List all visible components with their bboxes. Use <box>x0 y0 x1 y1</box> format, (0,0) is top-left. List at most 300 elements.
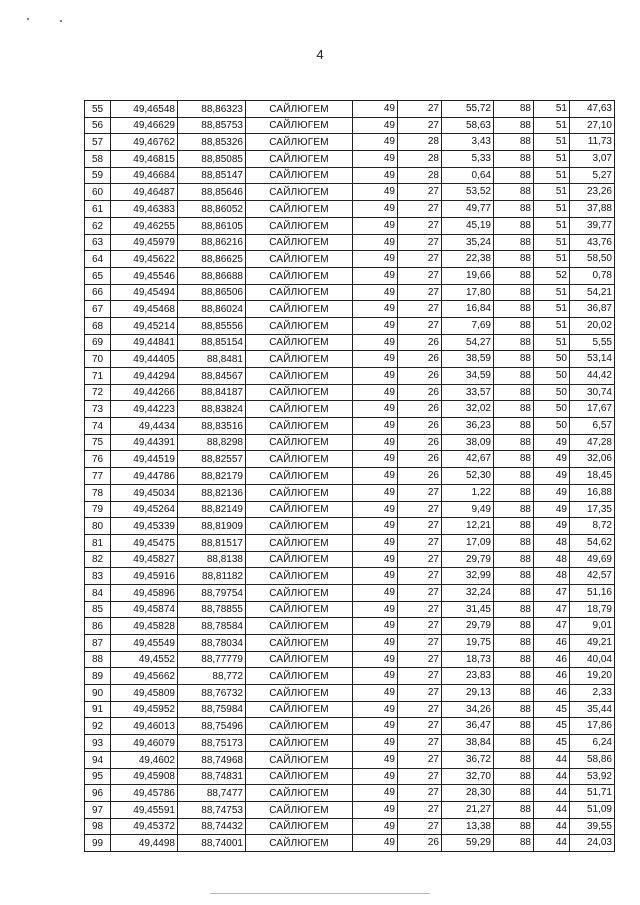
longitude-decimal-cell: 88,85326 <box>178 134 246 151</box>
latitude-seconds-cell: 45,19 <box>442 217 494 234</box>
latitude-minutes-cell: 26 <box>398 401 442 418</box>
latitude-degrees-cell: 49 <box>353 601 398 618</box>
longitude-decimal-cell: 88,81517 <box>178 534 246 551</box>
latitude-degrees-cell: 49 <box>353 201 398 218</box>
table-row <box>85 668 615 685</box>
longitude-degrees-cell: 88 <box>494 117 534 134</box>
row-index-cell: 95 <box>85 768 111 785</box>
latitude-minutes-cell: 27 <box>398 251 442 268</box>
place-name-cell: САЙЛЮГЕМ <box>246 635 353 652</box>
longitude-decimal-cell: 88,83516 <box>178 418 246 435</box>
longitude-seconds-cell: 47,28 <box>570 434 615 451</box>
latitude-degrees-cell: 49 <box>353 468 398 485</box>
longitude-decimal-cell: 88,86024 <box>178 301 246 318</box>
longitude-seconds-cell: 36,87 <box>570 301 615 318</box>
longitude-seconds-cell: 51,71 <box>570 785 615 802</box>
longitude-seconds-cell: 6,57 <box>570 418 615 435</box>
place-name-cell: САЙЛЮГЕМ <box>246 217 353 234</box>
latitude-degrees-cell: 49 <box>353 584 398 601</box>
latitude-degrees-cell: 49 <box>353 785 398 802</box>
latitude-degrees-cell: 49 <box>353 434 398 451</box>
row-index-cell: 82 <box>85 551 111 568</box>
place-name-cell: САЙЛЮГЕМ <box>246 651 353 668</box>
row-index-cell: 79 <box>85 501 111 518</box>
row-index-cell: 77 <box>85 468 111 485</box>
latitude-seconds-cell: 17,80 <box>442 284 494 301</box>
row-index-cell: 97 <box>85 801 111 818</box>
longitude-degrees-cell: 88 <box>494 518 534 535</box>
latitude-seconds-cell: 58,63 <box>442 117 494 134</box>
longitude-minutes-cell: 44 <box>534 818 570 835</box>
longitude-degrees-cell: 88 <box>494 735 534 752</box>
coordinates-table-body <box>85 101 615 852</box>
longitude-decimal-cell: 88,75984 <box>178 701 246 718</box>
table-row <box>85 501 615 518</box>
latitude-decimal-cell: 49,45214 <box>111 317 178 334</box>
longitude-seconds-cell: 16,88 <box>570 484 615 501</box>
latitude-degrees-cell: 49 <box>353 234 398 251</box>
table-row <box>85 234 615 251</box>
longitude-seconds-cell: 58,50 <box>570 251 615 268</box>
longitude-decimal-cell: 88,78855 <box>178 601 246 618</box>
latitude-seconds-cell: 59,29 <box>442 835 494 852</box>
latitude-seconds-cell: 52,30 <box>442 468 494 485</box>
latitude-decimal-cell: 49,45494 <box>111 284 178 301</box>
table-row <box>85 601 615 618</box>
longitude-decimal-cell: 88,83824 <box>178 401 246 418</box>
row-index-cell: 67 <box>85 301 111 318</box>
longitude-minutes-cell: 44 <box>534 768 570 785</box>
latitude-degrees-cell: 49 <box>353 668 398 685</box>
table-row <box>85 835 615 852</box>
place-name-cell: САЙЛЮГЕМ <box>246 718 353 735</box>
place-name-cell: САЙЛЮГЕМ <box>246 668 353 685</box>
latitude-degrees-cell: 49 <box>353 451 398 468</box>
longitude-decimal-cell: 88,74432 <box>178 818 246 835</box>
latitude-decimal-cell: 49,44294 <box>111 368 178 385</box>
row-index-cell: 71 <box>85 368 111 385</box>
latitude-degrees-cell: 49 <box>353 418 398 435</box>
table-row <box>85 551 615 568</box>
longitude-degrees-cell: 88 <box>494 668 534 685</box>
latitude-seconds-cell: 32,02 <box>442 401 494 418</box>
longitude-decimal-cell: 88,74001 <box>178 835 246 852</box>
latitude-minutes-cell: 27 <box>398 101 442 118</box>
place-name-cell: САЙЛЮГЕМ <box>246 351 353 368</box>
longitude-seconds-cell: 17,86 <box>570 718 615 735</box>
latitude-minutes-cell: 27 <box>398 751 442 768</box>
longitude-minutes-cell: 48 <box>534 551 570 568</box>
latitude-decimal-cell: 49,45828 <box>111 618 178 635</box>
longitude-degrees-cell: 88 <box>494 301 534 318</box>
longitude-minutes-cell: 45 <box>534 735 570 752</box>
latitude-minutes-cell: 27 <box>398 267 442 284</box>
latitude-minutes-cell: 27 <box>398 818 442 835</box>
latitude-degrees-cell: 49 <box>353 551 398 568</box>
table-row <box>85 101 615 118</box>
longitude-minutes-cell: 50 <box>534 384 570 401</box>
latitude-minutes-cell: 27 <box>398 484 442 501</box>
table-row <box>85 217 615 234</box>
latitude-decimal-cell: 49,45264 <box>111 501 178 518</box>
longitude-degrees-cell: 88 <box>494 651 534 668</box>
latitude-degrees-cell: 49 <box>353 251 398 268</box>
latitude-decimal-cell: 49,45916 <box>111 568 178 585</box>
place-name-cell: САЙЛЮГЕМ <box>246 501 353 518</box>
longitude-seconds-cell: 40,04 <box>570 651 615 668</box>
longitude-decimal-cell: 88,7477 <box>178 785 246 802</box>
latitude-seconds-cell: 1,22 <box>442 484 494 501</box>
longitude-decimal-cell: 88,82557 <box>178 451 246 468</box>
longitude-seconds-cell: 30,74 <box>570 384 615 401</box>
longitude-decimal-cell: 88,82149 <box>178 501 246 518</box>
place-name-cell: САЙЛЮГЕМ <box>246 267 353 284</box>
place-name-cell: САЙЛЮГЕМ <box>246 768 353 785</box>
table-row <box>85 267 615 284</box>
longitude-seconds-cell: 49,69 <box>570 551 615 568</box>
longitude-minutes-cell: 48 <box>534 534 570 551</box>
longitude-decimal-cell: 88,8298 <box>178 434 246 451</box>
latitude-minutes-cell: 28 <box>398 151 442 168</box>
table-row <box>85 334 615 351</box>
latitude-degrees-cell: 49 <box>353 134 398 151</box>
longitude-minutes-cell: 49 <box>534 501 570 518</box>
table-row <box>85 117 615 134</box>
longitude-minutes-cell: 52 <box>534 267 570 284</box>
longitude-decimal-cell: 88,85556 <box>178 317 246 334</box>
latitude-decimal-cell: 49,44841 <box>111 334 178 351</box>
latitude-minutes-cell: 27 <box>398 635 442 652</box>
latitude-seconds-cell: 3,43 <box>442 134 494 151</box>
longitude-decimal-cell: 88,74831 <box>178 768 246 785</box>
latitude-minutes-cell: 26 <box>398 451 442 468</box>
longitude-minutes-cell: 51 <box>534 317 570 334</box>
latitude-degrees-cell: 49 <box>353 818 398 835</box>
latitude-decimal-cell: 49,4602 <box>111 751 178 768</box>
longitude-degrees-cell: 88 <box>494 701 534 718</box>
table-row <box>85 685 615 702</box>
longitude-seconds-cell: 3,07 <box>570 151 615 168</box>
latitude-seconds-cell: 32,24 <box>442 584 494 601</box>
latitude-seconds-cell: 38,84 <box>442 735 494 752</box>
place-name-cell: САЙЛЮГЕМ <box>246 835 353 852</box>
latitude-degrees-cell: 49 <box>353 317 398 334</box>
table-row <box>85 785 615 802</box>
longitude-decimal-cell: 88,78034 <box>178 635 246 652</box>
row-index-cell: 87 <box>85 635 111 652</box>
table-row <box>85 384 615 401</box>
longitude-seconds-cell: 17,35 <box>570 501 615 518</box>
longitude-seconds-cell: 54,21 <box>570 284 615 301</box>
place-name-cell: САЙЛЮГЕМ <box>246 384 353 401</box>
longitude-decimal-cell: 88,86323 <box>178 101 246 118</box>
latitude-decimal-cell: 49,46815 <box>111 151 178 168</box>
latitude-decimal-cell: 49,45979 <box>111 234 178 251</box>
latitude-seconds-cell: 34,26 <box>442 701 494 718</box>
longitude-seconds-cell: 20,02 <box>570 317 615 334</box>
page-number: 4 <box>316 47 324 62</box>
longitude-decimal-cell: 88,8138 <box>178 551 246 568</box>
latitude-degrees-cell: 49 <box>353 267 398 284</box>
latitude-seconds-cell: 38,09 <box>442 434 494 451</box>
table-row <box>85 818 615 835</box>
latitude-decimal-cell: 49,45549 <box>111 635 178 652</box>
longitude-degrees-cell: 88 <box>494 584 534 601</box>
longitude-minutes-cell: 51 <box>534 151 570 168</box>
longitude-minutes-cell: 49 <box>534 451 570 468</box>
longitude-seconds-cell: 5,27 <box>570 167 615 184</box>
place-name-cell: САЙЛЮГЕМ <box>246 818 353 835</box>
longitude-seconds-cell: 2,33 <box>570 685 615 702</box>
row-index-cell: 72 <box>85 384 111 401</box>
row-index-cell: 76 <box>85 451 111 468</box>
row-index-cell: 80 <box>85 518 111 535</box>
longitude-seconds-cell: 8,72 <box>570 518 615 535</box>
longitude-seconds-cell: 53,92 <box>570 768 615 785</box>
table-row <box>85 317 615 334</box>
latitude-degrees-cell: 49 <box>353 101 398 118</box>
latitude-seconds-cell: 29,13 <box>442 685 494 702</box>
row-index-cell: 70 <box>85 351 111 368</box>
row-index-cell: 90 <box>85 685 111 702</box>
latitude-seconds-cell: 36,47 <box>442 718 494 735</box>
row-index-cell: 96 <box>85 785 111 802</box>
place-name-cell: САЙЛЮГЕМ <box>246 284 353 301</box>
latitude-decimal-cell: 49,45034 <box>111 484 178 501</box>
longitude-minutes-cell: 51 <box>534 201 570 218</box>
longitude-degrees-cell: 88 <box>494 167 534 184</box>
latitude-degrees-cell: 49 <box>353 301 398 318</box>
longitude-seconds-cell: 23,26 <box>570 184 615 201</box>
place-name-cell: САЙЛЮГЕМ <box>246 518 353 535</box>
longitude-seconds-cell: 58,86 <box>570 751 615 768</box>
longitude-degrees-cell: 88 <box>494 217 534 234</box>
table-row <box>85 468 615 485</box>
longitude-degrees-cell: 88 <box>494 368 534 385</box>
longitude-seconds-cell: 53,14 <box>570 351 615 368</box>
latitude-decimal-cell: 49,46629 <box>111 117 178 134</box>
longitude-degrees-cell: 88 <box>494 451 534 468</box>
latitude-decimal-cell: 49,45809 <box>111 685 178 702</box>
longitude-decimal-cell: 88,82179 <box>178 468 246 485</box>
latitude-degrees-cell: 49 <box>353 184 398 201</box>
longitude-decimal-cell: 88,86105 <box>178 217 246 234</box>
table-row <box>85 801 615 818</box>
longitude-seconds-cell: 0,78 <box>570 267 615 284</box>
row-index-cell: 83 <box>85 568 111 585</box>
longitude-minutes-cell: 51 <box>534 251 570 268</box>
longitude-seconds-cell: 19,20 <box>570 668 615 685</box>
row-index-cell: 93 <box>85 735 111 752</box>
latitude-seconds-cell: 0,64 <box>442 167 494 184</box>
latitude-degrees-cell: 49 <box>353 117 398 134</box>
longitude-degrees-cell: 88 <box>494 101 534 118</box>
longitude-decimal-cell: 88,85154 <box>178 334 246 351</box>
table-row <box>85 418 615 435</box>
row-index-cell: 91 <box>85 701 111 718</box>
longitude-degrees-cell: 88 <box>494 768 534 785</box>
longitude-decimal-cell: 88,79754 <box>178 584 246 601</box>
longitude-decimal-cell: 88,81909 <box>178 518 246 535</box>
latitude-seconds-cell: 35,24 <box>442 234 494 251</box>
latitude-seconds-cell: 55,72 <box>442 101 494 118</box>
latitude-minutes-cell: 27 <box>398 685 442 702</box>
longitude-degrees-cell: 88 <box>494 618 534 635</box>
latitude-decimal-cell: 49,44405 <box>111 351 178 368</box>
table-row <box>85 134 615 151</box>
latitude-seconds-cell: 29,79 <box>442 618 494 635</box>
longitude-degrees-cell: 88 <box>494 635 534 652</box>
latitude-degrees-cell: 49 <box>353 401 398 418</box>
row-index-cell: 73 <box>85 401 111 418</box>
latitude-decimal-cell: 49,4498 <box>111 835 178 852</box>
latitude-degrees-cell: 49 <box>353 151 398 168</box>
place-name-cell: САЙЛЮГЕМ <box>246 117 353 134</box>
place-name-cell: САЙЛЮГЕМ <box>246 317 353 334</box>
latitude-seconds-cell: 5,33 <box>442 151 494 168</box>
latitude-seconds-cell: 12,21 <box>442 518 494 535</box>
longitude-decimal-cell: 88,8481 <box>178 351 246 368</box>
coordinates-table <box>84 100 615 852</box>
latitude-seconds-cell: 34,59 <box>442 368 494 385</box>
latitude-minutes-cell: 27 <box>398 801 442 818</box>
longitude-decimal-cell: 88,86052 <box>178 201 246 218</box>
longitude-seconds-cell: 44,42 <box>570 368 615 385</box>
longitude-seconds-cell: 39,55 <box>570 818 615 835</box>
latitude-decimal-cell: 49,44786 <box>111 468 178 485</box>
latitude-seconds-cell: 19,66 <box>442 267 494 284</box>
longitude-minutes-cell: 51 <box>534 117 570 134</box>
table-row <box>85 201 615 218</box>
longitude-seconds-cell: 51,16 <box>570 584 615 601</box>
table-row <box>85 284 615 301</box>
latitude-minutes-cell: 26 <box>398 418 442 435</box>
latitude-decimal-cell: 49,45662 <box>111 668 178 685</box>
latitude-decimal-cell: 49,45475 <box>111 534 178 551</box>
longitude-minutes-cell: 49 <box>534 518 570 535</box>
latitude-decimal-cell: 49,45952 <box>111 701 178 718</box>
longitude-seconds-cell: 39,77 <box>570 217 615 234</box>
latitude-minutes-cell: 26 <box>398 835 442 852</box>
longitude-minutes-cell: 50 <box>534 401 570 418</box>
table-row <box>85 534 615 551</box>
longitude-minutes-cell: 46 <box>534 651 570 668</box>
longitude-degrees-cell: 88 <box>494 801 534 818</box>
row-index-cell: 85 <box>85 601 111 618</box>
longitude-seconds-cell: 18,45 <box>570 468 615 485</box>
latitude-seconds-cell: 17,09 <box>442 534 494 551</box>
longitude-seconds-cell: 24,03 <box>570 835 615 852</box>
latitude-minutes-cell: 26 <box>398 384 442 401</box>
latitude-minutes-cell: 27 <box>398 234 442 251</box>
longitude-degrees-cell: 88 <box>494 468 534 485</box>
place-name-cell: САЙЛЮГЕМ <box>246 201 353 218</box>
row-index-cell: 56 <box>85 117 111 134</box>
latitude-degrees-cell: 49 <box>353 534 398 551</box>
latitude-seconds-cell: 18,73 <box>442 651 494 668</box>
place-name-cell: САЙЛЮГЕМ <box>246 101 353 118</box>
longitude-seconds-cell: 17,67 <box>570 401 615 418</box>
longitude-seconds-cell: 47,63 <box>570 101 615 118</box>
longitude-seconds-cell: 9,01 <box>570 618 615 635</box>
row-index-cell: 74 <box>85 418 111 435</box>
longitude-seconds-cell: 37,88 <box>570 201 615 218</box>
row-index-cell: 64 <box>85 251 111 268</box>
latitude-minutes-cell: 27 <box>398 668 442 685</box>
row-index-cell: 60 <box>85 184 111 201</box>
longitude-seconds-cell: 54,62 <box>570 534 615 551</box>
latitude-degrees-cell: 49 <box>353 685 398 702</box>
longitude-degrees-cell: 88 <box>494 418 534 435</box>
latitude-minutes-cell: 27 <box>398 768 442 785</box>
latitude-decimal-cell: 49,45908 <box>111 768 178 785</box>
longitude-minutes-cell: 46 <box>534 635 570 652</box>
latitude-degrees-cell: 49 <box>353 835 398 852</box>
latitude-decimal-cell: 49,46548 <box>111 101 178 118</box>
longitude-degrees-cell: 88 <box>494 384 534 401</box>
place-name-cell: САЙЛЮГЕМ <box>246 368 353 385</box>
latitude-degrees-cell: 49 <box>353 334 398 351</box>
latitude-decimal-cell: 49,45896 <box>111 584 178 601</box>
latitude-decimal-cell: 49,45622 <box>111 251 178 268</box>
table-row <box>85 184 615 201</box>
latitude-degrees-cell: 49 <box>353 384 398 401</box>
latitude-seconds-cell: 49,77 <box>442 201 494 218</box>
latitude-decimal-cell: 49,45591 <box>111 801 178 818</box>
latitude-minutes-cell: 27 <box>398 701 442 718</box>
row-index-cell: 57 <box>85 134 111 151</box>
latitude-degrees-cell: 49 <box>353 718 398 735</box>
place-name-cell: САЙЛЮГЕМ <box>246 551 353 568</box>
place-name-cell: САЙЛЮГЕМ <box>246 434 353 451</box>
place-name-cell: САЙЛЮГЕМ <box>246 601 353 618</box>
latitude-minutes-cell: 26 <box>398 351 442 368</box>
latitude-decimal-cell: 49,44391 <box>111 434 178 451</box>
latitude-decimal-cell: 49,46684 <box>111 167 178 184</box>
latitude-degrees-cell: 49 <box>353 167 398 184</box>
row-index-cell: 98 <box>85 818 111 835</box>
longitude-minutes-cell: 45 <box>534 718 570 735</box>
latitude-degrees-cell: 49 <box>353 518 398 535</box>
latitude-decimal-cell: 49,45546 <box>111 267 178 284</box>
place-name-cell: САЙЛЮГЕМ <box>246 418 353 435</box>
latitude-decimal-cell: 49,46762 <box>111 134 178 151</box>
latitude-seconds-cell: 7,69 <box>442 317 494 334</box>
table-row <box>85 651 615 668</box>
longitude-degrees-cell: 88 <box>494 751 534 768</box>
latitude-seconds-cell: 23,83 <box>442 668 494 685</box>
longitude-decimal-cell: 88,86688 <box>178 267 246 284</box>
longitude-degrees-cell: 88 <box>494 818 534 835</box>
row-index-cell: 66 <box>85 284 111 301</box>
longitude-degrees-cell: 88 <box>494 334 534 351</box>
longitude-degrees-cell: 88 <box>494 284 534 301</box>
latitude-minutes-cell: 28 <box>398 134 442 151</box>
latitude-minutes-cell: 27 <box>398 651 442 668</box>
latitude-seconds-cell: 53,52 <box>442 184 494 201</box>
latitude-minutes-cell: 27 <box>398 584 442 601</box>
latitude-degrees-cell: 49 <box>353 801 398 818</box>
longitude-degrees-cell: 88 <box>494 718 534 735</box>
latitude-decimal-cell: 49,44519 <box>111 451 178 468</box>
row-index-cell: 84 <box>85 584 111 601</box>
longitude-seconds-cell: 51,09 <box>570 801 615 818</box>
row-index-cell: 99 <box>85 835 111 852</box>
latitude-seconds-cell: 29,79 <box>442 551 494 568</box>
latitude-seconds-cell: 22,38 <box>442 251 494 268</box>
latitude-decimal-cell: 49,46487 <box>111 184 178 201</box>
longitude-minutes-cell: 47 <box>534 601 570 618</box>
